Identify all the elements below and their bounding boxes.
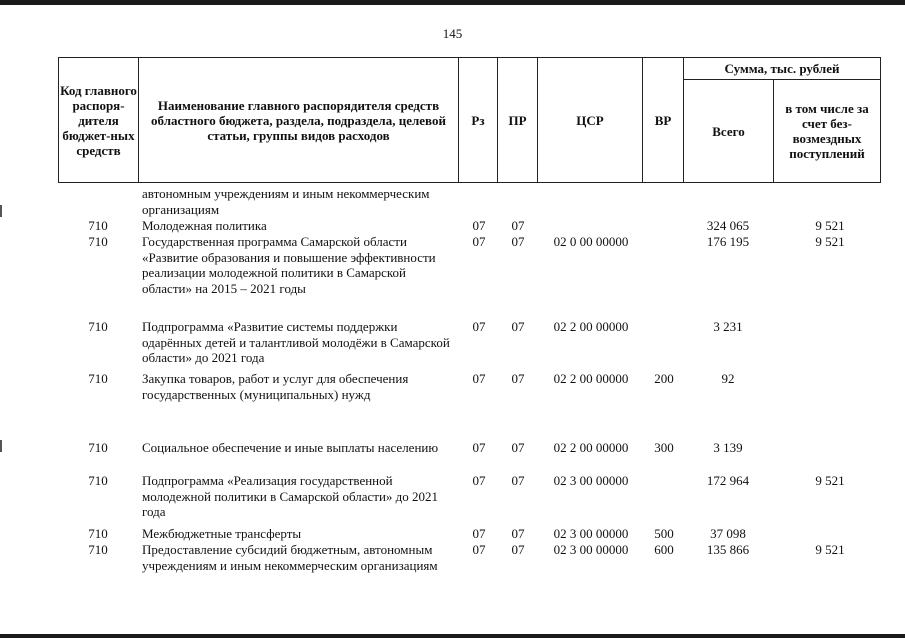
cell-free: 9 521 [815, 218, 845, 233]
header-sum-group: Сумма, тыс. рублей [724, 61, 840, 76]
cell-rz: 07 [472, 473, 486, 488]
cell-name: Предоставление субсидий бюджетным, автономным учреждениям и иным некоммерческим организациям [142, 542, 438, 573]
page-number: 145 [442, 26, 463, 41]
cell-code: 710 [88, 440, 108, 455]
scan-edge-mark [0, 205, 2, 217]
cell-rz: 07 [472, 542, 486, 557]
cell-rz: 07 [472, 526, 486, 541]
cell-pr: 07 [511, 542, 525, 557]
bottom-scan-border [0, 634, 905, 638]
cell-code: 710 [88, 234, 108, 249]
cell-csr: 02 3 00 00000 [553, 473, 629, 488]
cell-vr: 200 [654, 371, 674, 386]
cell-csr: 02 2 00 00000 [553, 440, 629, 455]
cell-name: Подпрограмма «Развитие системы поддержки одарённых детей и талантливой молодёжи в Самарской области» до 2021 года [142, 319, 450, 365]
cell-name: Межбюджетные трансферты [142, 526, 302, 541]
cell-name: Социальное обеспечение и иные выплаты населению [142, 440, 439, 455]
cell-name: Государственная программа Самарской области «Развитие образования и повышение эффективности реализации молодежной политики в Самарской области» на 2015 – 2021 годы [142, 234, 436, 296]
cell-total: 135 866 [706, 542, 750, 557]
cell-code: 710 [88, 371, 108, 386]
cell-name: Закупка товаров, работ и услуг для обеспечения государственных (муниципальных) нужд [142, 371, 409, 402]
cell-pr: 07 [511, 371, 525, 386]
cell-rz: 07 [472, 218, 486, 233]
cell-rz: 07 [472, 319, 486, 334]
cell-pr: 07 [511, 473, 525, 488]
cell-csr: 02 0 00 00000 [553, 234, 629, 249]
cell-name: Молодежная политика [142, 218, 267, 233]
cell-pr: 07 [511, 218, 525, 233]
cell-pr: 07 [511, 319, 525, 334]
cell-name: Подпрограмма «Реализация государственной молодежной политики в Самарской области» до 2021 года [142, 473, 439, 519]
cell-code: 710 [88, 319, 108, 334]
cell-name: автономным учреждениям и иным некоммерческим организациям [142, 186, 430, 217]
header-vr: ВР [654, 112, 672, 128]
cell-total: 3 139 [713, 440, 743, 455]
cell-rz: 07 [472, 234, 486, 249]
cell-total: 92 [721, 371, 735, 386]
cell-csr: 02 2 00 00000 [553, 319, 629, 334]
cell-vr: 300 [654, 440, 674, 455]
cell-vr: 600 [654, 542, 674, 557]
cell-rz: 07 [472, 371, 486, 386]
header-bottom-border [58, 182, 881, 183]
cell-pr: 07 [511, 440, 525, 455]
cell-pr: 07 [511, 234, 525, 249]
cell-csr: 02 3 00 00000 [553, 526, 629, 541]
cell-code: 710 [88, 526, 108, 541]
header-pr: ПР [508, 112, 527, 128]
cell-free: 9 521 [815, 473, 845, 488]
top-scan-border [0, 0, 905, 5]
header-total: Всего [712, 123, 745, 139]
header-code: Код главного распоря-дителя бюджет-ных средств [60, 82, 137, 158]
cell-vr: 500 [654, 526, 674, 541]
cell-code: 710 [88, 218, 108, 233]
cell-total: 3 231 [713, 319, 743, 334]
cell-csr: 02 3 00 00000 [553, 542, 629, 557]
header-border-right [880, 57, 881, 183]
cell-total: 37 098 [710, 526, 746, 541]
cell-free: 9 521 [815, 234, 845, 249]
cell-code: 710 [88, 473, 108, 488]
header-name: Наименование главного распорядителя средств областного бюджета, раздела, подраздела, целевой статьи, группы видов расходов [151, 97, 446, 143]
cell-pr: 07 [511, 526, 525, 541]
header-rz: Рз [471, 112, 485, 128]
cell-rz: 07 [472, 440, 486, 455]
cell-csr: 02 2 00 00000 [553, 371, 629, 386]
header-incl-free: в том числе за счет без-возмездных поступлений [785, 101, 869, 161]
cell-code: 710 [88, 542, 108, 557]
cell-total: 324 065 [706, 218, 750, 233]
scan-edge-mark [0, 440, 2, 452]
cell-total: 176 195 [706, 234, 750, 249]
header-csr: ЦСР [576, 112, 604, 128]
cell-total: 172 964 [706, 473, 750, 488]
cell-free: 9 521 [815, 542, 845, 557]
